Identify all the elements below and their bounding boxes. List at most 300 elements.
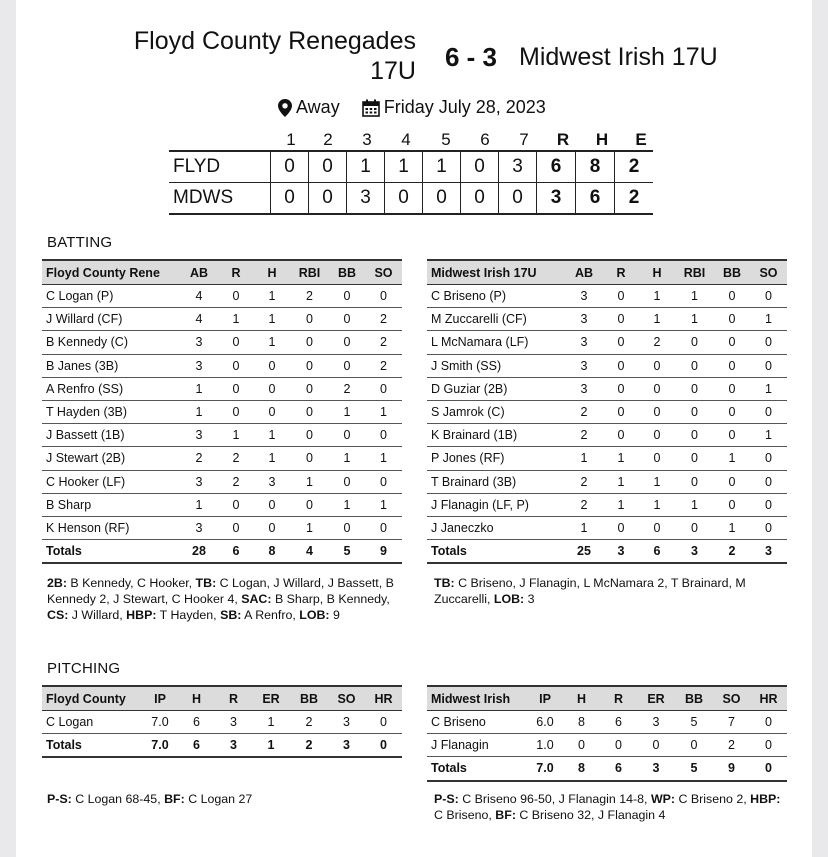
- inning-7-header: 7: [519, 130, 529, 149]
- stat-cell: 0: [750, 400, 787, 423]
- stat-cell: 0: [329, 354, 365, 377]
- stat-cell: 1: [218, 424, 254, 447]
- inning-score-cell: 0: [309, 183, 347, 215]
- stat-cell: 0: [218, 285, 254, 308]
- stat-cell: 0: [675, 470, 714, 493]
- totals-cell: Totals: [42, 734, 142, 758]
- column-header: H: [178, 686, 215, 711]
- player-name: M Zuccarelli (CF): [427, 308, 565, 331]
- line-score-row: [169, 183, 653, 215]
- stat-cell: 0: [329, 470, 365, 493]
- stat-cell: 0: [714, 285, 750, 308]
- inning-score-cell: 0: [461, 183, 499, 215]
- stat-cell: 1: [675, 308, 714, 331]
- hits-header: H: [595, 130, 609, 149]
- stat-cell: 0: [714, 493, 750, 516]
- stat-cell: 0: [290, 354, 329, 377]
- stat-cell: 0: [675, 424, 714, 447]
- inning-score-cell: 3: [499, 151, 537, 183]
- totals-row: [42, 540, 402, 564]
- column-header: H: [639, 260, 675, 285]
- totals-cell: 6: [218, 540, 254, 564]
- stat-cell: 0: [603, 516, 639, 539]
- stat-cell: 0: [600, 734, 637, 757]
- stat-cell: 0: [750, 711, 787, 734]
- totals-cell: 5: [329, 540, 365, 564]
- stat-cell: 1: [290, 470, 329, 493]
- stat-cell: 0: [603, 331, 639, 354]
- player-name: P Jones (RF): [427, 447, 565, 470]
- stat-cell: 3: [180, 331, 218, 354]
- column-header: R: [603, 260, 639, 285]
- stat-cell: 1: [714, 516, 750, 539]
- line-score-team: FLYD: [169, 151, 271, 183]
- column-header: R: [218, 260, 254, 285]
- totals-cell: 0: [750, 757, 787, 781]
- batting-section-title: BATTING: [47, 234, 113, 251]
- totals-cell: 2: [714, 540, 750, 564]
- stat-cell: 0: [218, 377, 254, 400]
- stat-cell: 0: [675, 447, 714, 470]
- inning-5-header: 5: [441, 130, 451, 149]
- stat-cell: 2: [365, 331, 402, 354]
- column-header: ER: [252, 686, 290, 711]
- stat-cell: 0: [329, 516, 365, 539]
- away-team-name: Midwest Irish 17U: [519, 43, 718, 71]
- stat-cell: 0: [365, 424, 402, 447]
- totals-cell: 3: [750, 540, 787, 564]
- totals-cell: 6: [639, 540, 675, 564]
- player-name: J Willard (CF): [42, 308, 180, 331]
- stat-cell: 0: [254, 516, 290, 539]
- totals-cell: 8: [563, 757, 600, 781]
- errors-header: E: [635, 130, 647, 149]
- inning-score-cell: 0: [271, 151, 309, 183]
- total-cell: 3: [537, 183, 576, 215]
- table-row: [42, 354, 402, 377]
- stat-cell: 1: [639, 308, 675, 331]
- player-name: C Briseno: [427, 711, 527, 734]
- stat-cell: 0: [639, 447, 675, 470]
- stat-cell: 0: [290, 377, 329, 400]
- column-header: H: [563, 686, 600, 711]
- player-name: B Sharp: [42, 493, 180, 516]
- stat-cell: 0: [750, 516, 787, 539]
- stat-cell: 1: [750, 377, 787, 400]
- stat-cell: 0: [254, 400, 290, 423]
- totals-cell: 3: [675, 540, 714, 564]
- stat-cell: 2: [639, 331, 675, 354]
- inning-3-header: 3: [362, 130, 372, 149]
- totals-cell: 0: [365, 734, 402, 758]
- table-row: [427, 400, 787, 423]
- stat-cell: 0: [365, 377, 402, 400]
- stat-cell: 0: [639, 516, 675, 539]
- stat-cell: 0: [254, 493, 290, 516]
- column-header: Floyd County Rene: [42, 260, 180, 285]
- line-score-table: [169, 150, 653, 215]
- inning-1-header: 1: [286, 130, 296, 149]
- stat-cell: 1: [603, 447, 639, 470]
- totals-cell: 3: [603, 540, 639, 564]
- total-cell: 2: [615, 183, 654, 215]
- stat-cell: 1: [675, 493, 714, 516]
- stat-cell: 0: [714, 400, 750, 423]
- stat-cell: 2: [290, 285, 329, 308]
- totals-cell: 28: [180, 540, 218, 564]
- table-row: [42, 424, 402, 447]
- inning-6-header: 6: [480, 130, 490, 149]
- stat-cell: 0: [750, 354, 787, 377]
- stat-cell: 0: [639, 400, 675, 423]
- column-header: Midwest Irish 17U: [427, 260, 565, 285]
- inning-score-cell: 0: [461, 151, 499, 183]
- stat-cell: 0: [750, 331, 787, 354]
- player-name: C Briseno (P): [427, 285, 565, 308]
- inning-2-header: 2: [323, 130, 333, 149]
- stat-cell: 0: [714, 308, 750, 331]
- totals-cell: 2: [290, 734, 328, 758]
- totals-row: [427, 540, 787, 564]
- stat-cell: 1: [254, 424, 290, 447]
- stat-cell: 6.0: [527, 711, 563, 734]
- stat-cell: 0: [290, 447, 329, 470]
- table-row: [42, 400, 402, 423]
- table-row: [427, 285, 787, 308]
- totals-cell: 6: [178, 734, 215, 758]
- stat-cell: 2: [565, 400, 603, 423]
- stat-cell: 0: [639, 424, 675, 447]
- stat-cell: 2: [713, 734, 750, 757]
- stat-cell: 2: [565, 470, 603, 493]
- totals-cell: Totals: [427, 757, 527, 781]
- stat-cell: 7: [713, 711, 750, 734]
- player-name: L McNamara (LF): [427, 331, 565, 354]
- totals-cell: 6: [600, 757, 637, 781]
- stat-cell: 0: [750, 285, 787, 308]
- totals-cell: Totals: [427, 540, 565, 564]
- column-header: BB: [675, 686, 713, 711]
- home-batting-table: [42, 259, 402, 564]
- away-pitching-table: [427, 685, 787, 782]
- stat-cell: 0: [603, 285, 639, 308]
- stat-cell: 0: [329, 331, 365, 354]
- totals-cell: 9: [365, 540, 402, 564]
- game-meta: [278, 97, 546, 118]
- stat-cell: 0: [675, 377, 714, 400]
- location-pin-icon: [278, 99, 292, 117]
- column-header: BB: [714, 260, 750, 285]
- stat-cell: 0: [563, 734, 600, 757]
- table-row: [427, 470, 787, 493]
- stat-cell: 0: [675, 516, 714, 539]
- totals-cell: 3: [328, 734, 365, 758]
- away-batting-notes: TB: C Briseno, J Flanagin, L McNamara 2, T Brainard, M Zuccarelli, LOB: 3: [434, 576, 746, 606]
- column-header: R: [215, 686, 252, 711]
- inning-score-cell: 1: [347, 151, 385, 183]
- totals-cell: 3: [637, 757, 675, 781]
- totals-cell: 25: [565, 540, 603, 564]
- stat-cell: 2: [365, 308, 402, 331]
- stat-cell: 1: [252, 711, 290, 734]
- player-name: S Jamrok (C): [427, 400, 565, 423]
- stat-cell: 6: [178, 711, 215, 734]
- inning-score-cell: 0: [309, 151, 347, 183]
- stat-cell: 1: [565, 516, 603, 539]
- stat-cell: 0: [750, 470, 787, 493]
- totals-row: [427, 757, 787, 781]
- stat-cell: 1: [750, 424, 787, 447]
- stat-cell: 5: [675, 711, 713, 734]
- stat-cell: 0: [714, 377, 750, 400]
- column-header: ER: [637, 686, 675, 711]
- stat-cell: 2: [218, 447, 254, 470]
- inning-score-cell: 0: [271, 183, 309, 215]
- player-name: C Hooker (LF): [42, 470, 180, 493]
- stat-cell: 1: [180, 493, 218, 516]
- inning-score-cell: 1: [423, 151, 461, 183]
- table-row: [42, 711, 402, 734]
- stat-cell: 0: [639, 377, 675, 400]
- table-row: [427, 377, 787, 400]
- column-header: BB: [329, 260, 365, 285]
- stat-cell: 0: [365, 285, 402, 308]
- player-name: C Logan: [42, 711, 142, 734]
- stat-cell: 0: [290, 308, 329, 331]
- stat-cell: 3: [565, 285, 603, 308]
- stat-cell: 0: [714, 331, 750, 354]
- table-row: [42, 308, 402, 331]
- stat-cell: 1: [290, 516, 329, 539]
- player-name: D Guziar (2B): [427, 377, 565, 400]
- runs-header: R: [556, 130, 570, 149]
- table-row: [427, 734, 787, 757]
- totals-cell: 9: [713, 757, 750, 781]
- page: [16, 0, 812, 857]
- stat-cell: 2: [329, 377, 365, 400]
- player-name: B Janes (3B): [42, 354, 180, 377]
- totals-cell: 4: [290, 540, 329, 564]
- stat-cell: 3: [565, 354, 603, 377]
- calendar-icon: [362, 99, 380, 117]
- table-row: [427, 711, 787, 734]
- stat-cell: 0: [290, 331, 329, 354]
- stat-cell: 0: [254, 354, 290, 377]
- stat-cell: 0: [714, 354, 750, 377]
- totals-cell: 7.0: [527, 757, 563, 781]
- stat-cell: 3: [565, 308, 603, 331]
- stat-cell: 1: [714, 447, 750, 470]
- player-name: J Flanagin (LF, P): [427, 493, 565, 516]
- stat-cell: 0: [675, 734, 713, 757]
- stat-cell: 7.0: [142, 711, 178, 734]
- final-score: 6 - 3: [444, 42, 498, 72]
- stat-cell: 1: [254, 447, 290, 470]
- stat-cell: 0: [603, 424, 639, 447]
- stat-cell: 3: [565, 331, 603, 354]
- stat-cell: 2: [365, 354, 402, 377]
- inning-score-cell: 1: [385, 151, 423, 183]
- stat-cell: 0: [290, 400, 329, 423]
- stat-cell: 0: [750, 734, 787, 757]
- stat-cell: 0: [218, 354, 254, 377]
- column-header: HR: [365, 686, 402, 711]
- stat-cell: 0: [675, 354, 714, 377]
- table-row: [427, 424, 787, 447]
- table-row: [42, 377, 402, 400]
- stat-cell: 0: [750, 447, 787, 470]
- stat-cell: 0: [603, 377, 639, 400]
- totals-cell: 7.0: [142, 734, 178, 758]
- column-header: Floyd County: [42, 686, 142, 711]
- totals-cell: 5: [675, 757, 713, 781]
- stat-cell: 0: [218, 400, 254, 423]
- line-score-team: MDWS: [169, 183, 271, 215]
- player-name: K Brainard (1B): [427, 424, 565, 447]
- stat-cell: 1: [639, 493, 675, 516]
- stat-cell: 1: [565, 447, 603, 470]
- stat-cell: 0: [750, 493, 787, 516]
- totals-cell: 1: [252, 734, 290, 758]
- stat-cell: 0: [218, 493, 254, 516]
- totals-cell: 3: [215, 734, 252, 758]
- stat-cell: 4: [180, 308, 218, 331]
- column-header: IP: [527, 686, 563, 711]
- table-row: [42, 493, 402, 516]
- inning-4-header: 4: [401, 130, 411, 149]
- total-cell: 6: [576, 183, 615, 215]
- column-header: Midwest Irish: [427, 686, 527, 711]
- table-row: [427, 493, 787, 516]
- column-header: AB: [180, 260, 218, 285]
- stat-cell: 0: [329, 285, 365, 308]
- player-name: J Smith (SS): [427, 354, 565, 377]
- column-header: RBI: [290, 260, 329, 285]
- stat-cell: 3: [180, 354, 218, 377]
- stat-cell: 1: [365, 400, 402, 423]
- table-row: [427, 516, 787, 539]
- inning-score-cell: 0: [423, 183, 461, 215]
- stat-cell: 0: [365, 470, 402, 493]
- stat-cell: 0: [365, 711, 402, 734]
- column-header: SO: [328, 686, 365, 711]
- home-pitching-table: [42, 685, 402, 758]
- stat-cell: 1: [639, 470, 675, 493]
- stat-cell: 0: [675, 331, 714, 354]
- total-cell: 6: [537, 151, 576, 183]
- stat-cell: 0: [218, 331, 254, 354]
- stat-cell: 3: [180, 470, 218, 493]
- pitching-section-title: PITCHING: [47, 660, 121, 677]
- inning-score-cell: 0: [385, 183, 423, 215]
- stat-cell: 1: [254, 285, 290, 308]
- stat-cell: 0: [603, 400, 639, 423]
- stat-cell: 1.0: [527, 734, 563, 757]
- stat-cell: 2: [180, 447, 218, 470]
- table-row: [42, 447, 402, 470]
- player-name: B Kennedy (C): [42, 331, 180, 354]
- table-row: [427, 447, 787, 470]
- home-team-name: Floyd County Renegades 17U: [133, 27, 416, 85]
- total-cell: 2: [615, 151, 654, 183]
- stat-cell: 6: [600, 711, 637, 734]
- stat-cell: 1: [254, 331, 290, 354]
- stat-cell: 3: [328, 711, 365, 734]
- table-row: [42, 331, 402, 354]
- stat-cell: 3: [637, 711, 675, 734]
- column-header: BB: [290, 686, 328, 711]
- stat-cell: 1: [180, 377, 218, 400]
- stat-cell: 3: [180, 424, 218, 447]
- stat-cell: 1: [254, 308, 290, 331]
- player-name: J Janeczko: [427, 516, 565, 539]
- away-pitching-notes: P-S: C Briseno 96-50, J Flanagin 14-8, WP: C Briseno 2, HBP: C Briseno, BF: C Briseno 32, J Flanagin 4: [434, 792, 781, 822]
- stat-cell: 0: [218, 516, 254, 539]
- table-row: [427, 331, 787, 354]
- stat-cell: 1: [329, 400, 365, 423]
- stat-cell: 2: [565, 493, 603, 516]
- stat-cell: 0: [329, 424, 365, 447]
- stat-cell: 0: [329, 308, 365, 331]
- game-date: Friday July 28, 2023: [383, 97, 546, 117]
- home-batting-notes: 2B: B Kennedy, C Hooker, TB: C Logan, J Willard, J Bassett, B Kennedy 2, J Stewart, C Hooker 4, SAC: B Sharp, B Kennedy, CS: J Willard, HBP: T Hayden, SB: A Renfro, LOB: 9: [47, 576, 394, 622]
- totals-row: [42, 734, 402, 758]
- player-name: T Brainard (3B): [427, 470, 565, 493]
- stat-cell: 0: [675, 400, 714, 423]
- stat-cell: 1: [365, 493, 402, 516]
- column-header: SO: [365, 260, 402, 285]
- player-name: J Bassett (1B): [42, 424, 180, 447]
- stat-cell: 0: [254, 377, 290, 400]
- stat-cell: 0: [637, 734, 675, 757]
- away-batting-table: [427, 259, 787, 564]
- inning-score-cell: 0: [499, 183, 537, 215]
- stat-cell: 1: [675, 285, 714, 308]
- home-pitching-notes: P-S: C Logan 68-45, BF: C Logan 27: [47, 792, 253, 806]
- stat-cell: 0: [714, 424, 750, 447]
- stat-cell: 1: [218, 308, 254, 331]
- column-header: IP: [142, 686, 178, 711]
- stat-cell: 1: [329, 493, 365, 516]
- column-header: H: [254, 260, 290, 285]
- column-header: SO: [750, 260, 787, 285]
- location-text: Away: [296, 97, 340, 117]
- stat-cell: 0: [603, 354, 639, 377]
- stat-cell: 3: [254, 470, 290, 493]
- column-header: R: [600, 686, 637, 711]
- totals-cell: 8: [254, 540, 290, 564]
- table-row: [42, 470, 402, 493]
- totals-cell: Totals: [42, 540, 180, 564]
- column-header: HR: [750, 686, 787, 711]
- player-name: J Flanagin: [427, 734, 527, 757]
- stat-cell: 1: [365, 447, 402, 470]
- stat-cell: 1: [329, 447, 365, 470]
- stat-cell: 0: [603, 308, 639, 331]
- stat-cell: 1: [603, 470, 639, 493]
- stat-cell: 0: [365, 516, 402, 539]
- table-row: [427, 308, 787, 331]
- table-row: [42, 285, 402, 308]
- inning-score-cell: 3: [347, 183, 385, 215]
- player-name: C Logan (P): [42, 285, 180, 308]
- stat-cell: 0: [714, 470, 750, 493]
- stat-cell: 4: [180, 285, 218, 308]
- table-row: [427, 354, 787, 377]
- column-header: RBI: [675, 260, 714, 285]
- stat-cell: 1: [750, 308, 787, 331]
- column-header: SO: [713, 686, 750, 711]
